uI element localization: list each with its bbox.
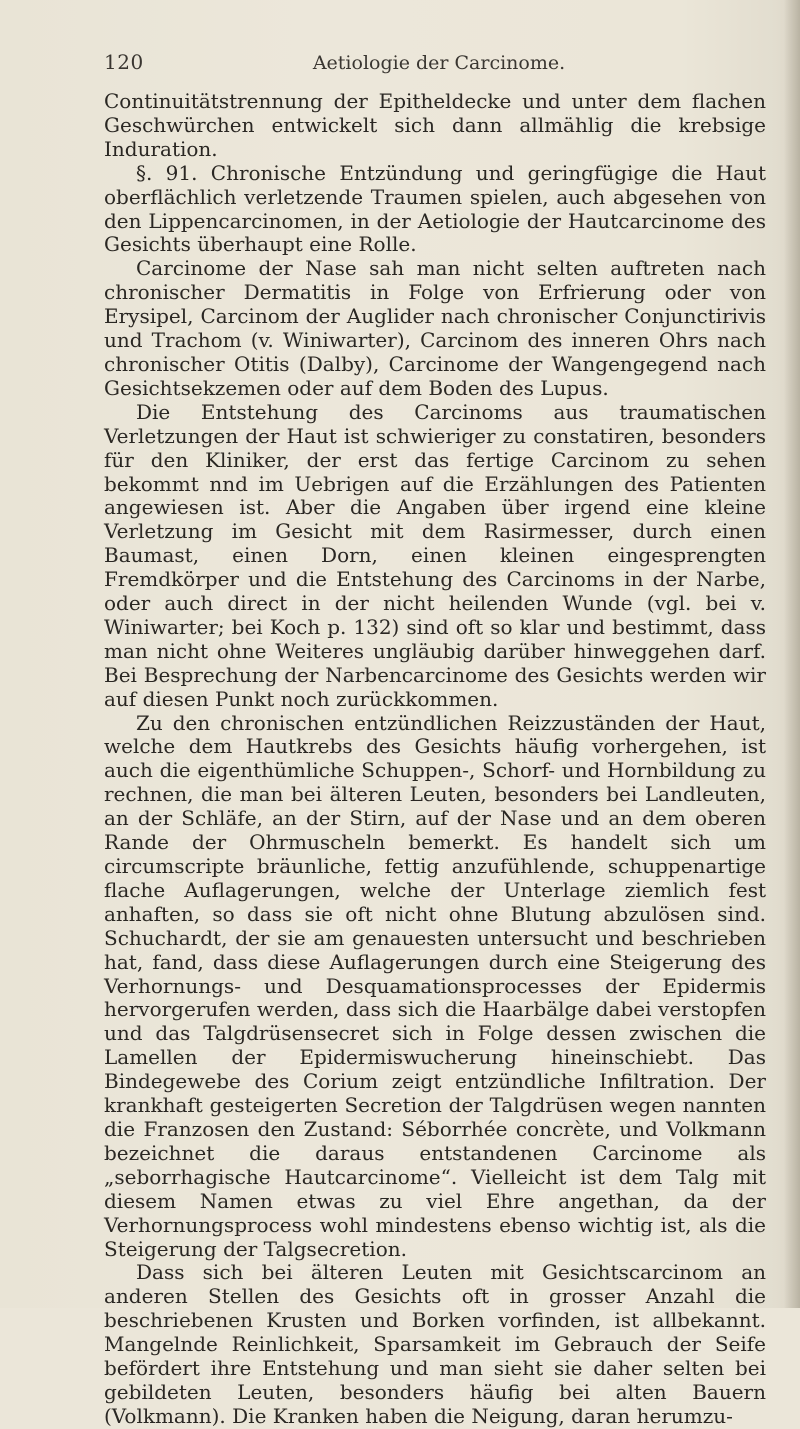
paragraph-continuation: Continuitätstrennung der Epitheldecke und unter dem flachen Geschwürchen entwickelt sich dann allmählig die krebsige Induration. [104, 89, 766, 161]
paragraph-traumatic-origin: Die Entstehung des Carcinoms aus traumatischen Verletzungen der Haut ist schwieriger zu constatiren, besonders für den Kliniker, der erst das fertige Carcinom zu sehen bekommt nnd im Uebrigen auf die Erzählungen des Patienten angewiesen ist. Aber die Angaben über irgend eine kleine Verletzung im Gesicht mit dem Rasirmesser, durch einen Baumast, einen Dorn, einen kleinen eingesprengten Fremdkörper und die Entstehung des Carcinoms in der Narbe, oder auch direct in der nicht heilenden Wunde (vgl. bei v. Winiwarter; bei Koch p. 132) sind oft so klar und bestimmt, dass man nicht ohne Weiteres ungläubig darüber hinweggehen darf. Bei Besprechung der Narbencarcinome des Gesichts werden wir auf diesen Punkt noch zurückkommen. [104, 399, 766, 711]
running-title: Aetiologie der Carcinome. [312, 52, 566, 74]
page-number: 120 [104, 50, 144, 74]
paragraph-nose-carcinoma: Carcinome der Nase sah man nicht selten auftreten nach chronischer Dermatitis in Folge von Erfrierung oder von Erysipel, Carcinom der Auglider nach chronischer Conjunctirivis und Trachom (v. Winiwarter), Carcinom des inneren Ohrs nach chronischer Otitis (Dalby), Carcinome der Wangengegend nach Gesichtsekzemen oder auf dem Boden des Lupus. [104, 256, 766, 400]
page-header [104, 50, 774, 80]
body-text [104, 90, 766, 1429]
paragraph-section-91: §. 91. Chronische Entzündung und geringfügige die Haut oberflächlich verletzende Traumen spielen, auch abgesehen von den Lippencarcinomen, in der Aetiologie der Hautcarcinome des Gesichts überhaupt eine Rolle. [104, 160, 766, 257]
paragraph-elderly-crusts: Dass sich bei älteren Leuten mit Gesichtscarcinom an anderen Stellen des Gesichts oft in grosser Anzahl die beschriebenen Krusten und Borken vorfinden, ist allbekannt. Mangelnde Reinlichkeit, Sparsamkeit im Gebrauch der Seife befördert ihre Entstehung und man sieht sie daher selten bei gebildeten Leuten, besonders häufig bei alten Bauern (Volkmann). Die Kranken haben die Neigung, daran herumzu- [104, 1260, 766, 1428]
paragraph-chronic-irritation: Zu den chronischen entzündlichen Reizzuständen der Haut, welche dem Hautkrebs des Gesichts häufig vorhergehen, ist auch die eigenthümliche Schuppen-, Schorf- und Hornbildung zu rechnen, die man bei älteren Leuten, besonders bei Landleuten, an der Schläfe, an der Stirn, auf der Nase und an dem oberen Rande der Ohrmuscheln bemerkt. Es handelt sich um circumscripte bräunliche, fettig anzufühlende, schuppenartige flache Auflagerungen, welche der Unterlage ziemlich fest anhaften, so dass sie oft nicht ohne Blutung abzulösen sind. Schuchardt, der sie am genauesten untersucht und beschrieben hat, fand, dass diese Auflagerungen durch eine Steigerung des Verhornungs- und Desquamationsprocesses der Epidermis hervorgerufen werden, dass sich die Haarbälge dabei verstopfen und das Talgdrüsensecret sich in Folge dessen zwischen die Lamellen der Epidermiswucherung hineinschiebt. Das Bindegewebe des Corium zeigt entzündliche Infiltration. Der krankhaft gesteigerten Secretion der Talgdrüsen wegen nannten die Franzosen den Zustand: Séborrhée concrète, und Volkmann bezeichnet die daraus entstandenen Carcinome als „seborrhagische Hautcarcinome“. Vielleicht ist dem Talg mit diesem Namen etwas zu viel Ehre angethan, da der Verhornungsprocess wohl mindestens ebenso wichtig ist, als die Steigerung der Talgsecretion. [104, 710, 766, 1261]
page-edge-shadow [784, 0, 800, 1308]
